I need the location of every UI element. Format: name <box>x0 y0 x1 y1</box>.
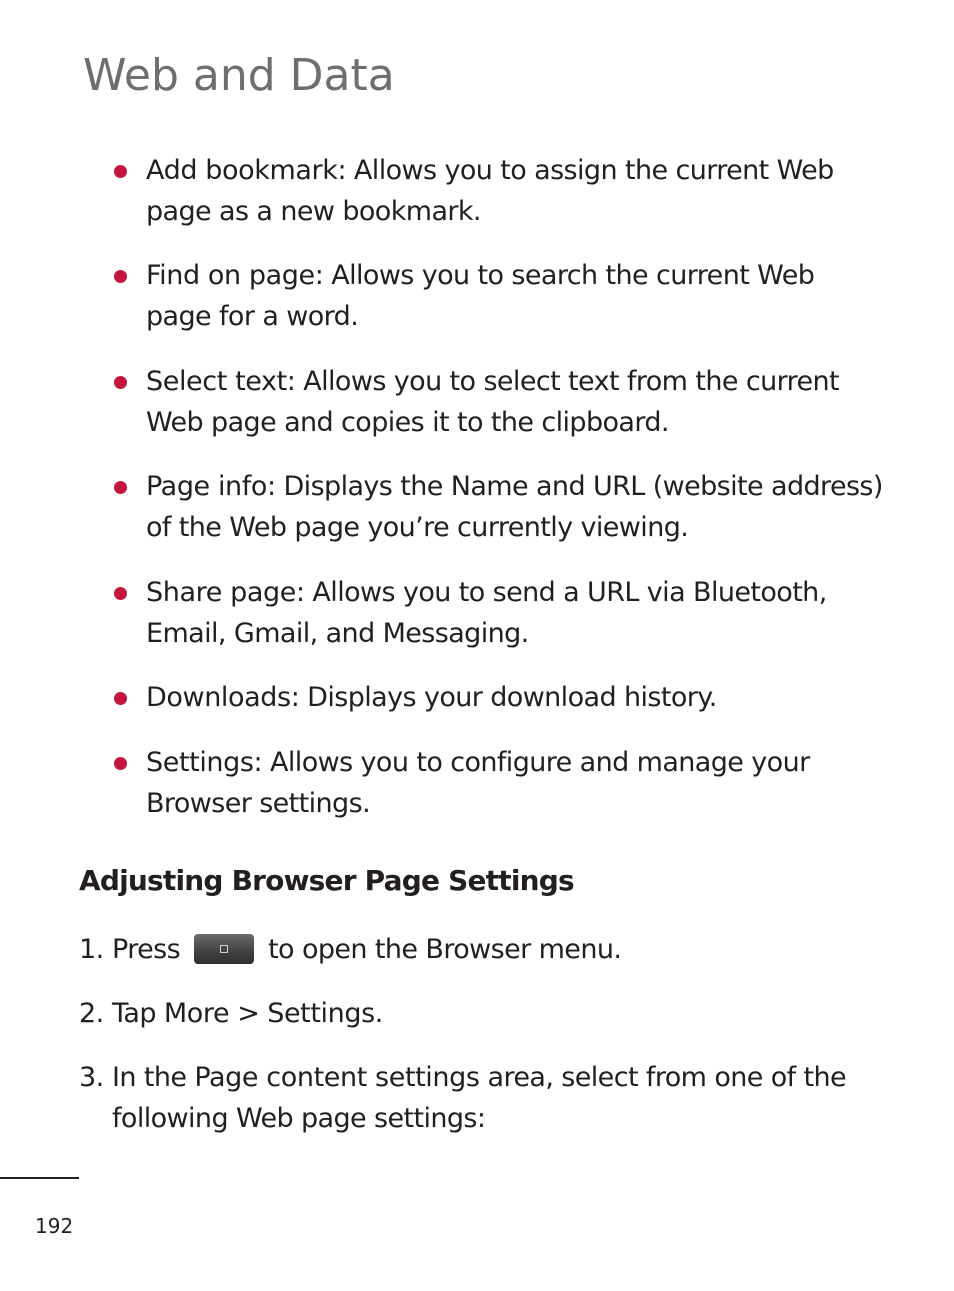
step-number: 3. <box>79 1062 104 1093</box>
step-body <box>112 1057 852 1139</box>
step-2 <box>79 993 879 1034</box>
list-item-find-on-page <box>146 255 886 337</box>
description: : Displays the Name and URL (website address) of the Web page you’re currently viewing. <box>146 471 883 543</box>
step-number: 1. <box>79 934 104 965</box>
term-find-on-page: Find on page <box>146 260 315 291</box>
bullet-icon <box>114 270 127 283</box>
menu-key-icon <box>194 934 254 964</box>
bullet-icon <box>114 376 127 389</box>
term-add-bookmark: Add bookmark <box>146 155 338 186</box>
list-item-settings <box>146 742 886 824</box>
list-item-page-info <box>146 466 886 548</box>
term-more: More <box>163 998 230 1029</box>
bullet-icon <box>114 692 127 705</box>
bullet-icon <box>114 481 127 494</box>
bullet-icon <box>114 165 127 178</box>
page-number: 192 <box>35 1214 74 1238</box>
term-select-text: Select text <box>146 366 287 397</box>
menu-glyph-icon <box>220 945 228 953</box>
term-share-page: Share page <box>146 577 296 608</box>
description: : Allows you to select text from the current Web page and copies it to the clipboard. <box>146 366 840 438</box>
step-1 <box>79 929 879 970</box>
description: : Allows you to assign the current Web page as a new bookmark. <box>146 155 834 227</box>
page-title: Web and Data <box>83 50 395 101</box>
step-text: In the <box>112 1062 195 1093</box>
bullet-icon <box>114 757 127 770</box>
description: : Allows you to send a URL via Bluetooth, Email, Gmail, and Messaging. <box>146 577 827 649</box>
step-text: to open the Browser menu. <box>268 934 622 965</box>
footer-rule <box>0 1177 79 1179</box>
term-downloads: Downloads <box>146 682 291 713</box>
description: : Displays your download history. <box>290 682 717 713</box>
term-settings: Settings <box>146 747 254 778</box>
term-page-info: Page info <box>146 471 267 502</box>
term-settings: Settings <box>267 998 375 1029</box>
list-item-downloads <box>146 677 886 718</box>
list-item-select-text <box>146 361 886 443</box>
step-body <box>112 993 852 1034</box>
bullet-icon <box>114 587 127 600</box>
description: : Allows you to configure and manage your Browser settings. <box>146 747 810 819</box>
separator: > <box>229 998 268 1029</box>
section-heading: Adjusting Browser Page Settings <box>79 864 574 897</box>
step-text: Press <box>112 934 181 965</box>
step-number: 2. <box>79 998 104 1029</box>
step-text: Tap <box>112 998 164 1029</box>
list-item-share-page <box>146 572 886 654</box>
list-item-add-bookmark <box>146 150 886 232</box>
step-body <box>112 929 852 970</box>
description: : Allows you to search the current Web page for a word. <box>146 260 815 332</box>
term-page-content-settings: Page content settings <box>194 1062 480 1093</box>
step-text: . <box>374 998 383 1029</box>
step-text: area, select from one of the following Web page settings: <box>112 1062 847 1134</box>
step-3 <box>79 1057 879 1139</box>
